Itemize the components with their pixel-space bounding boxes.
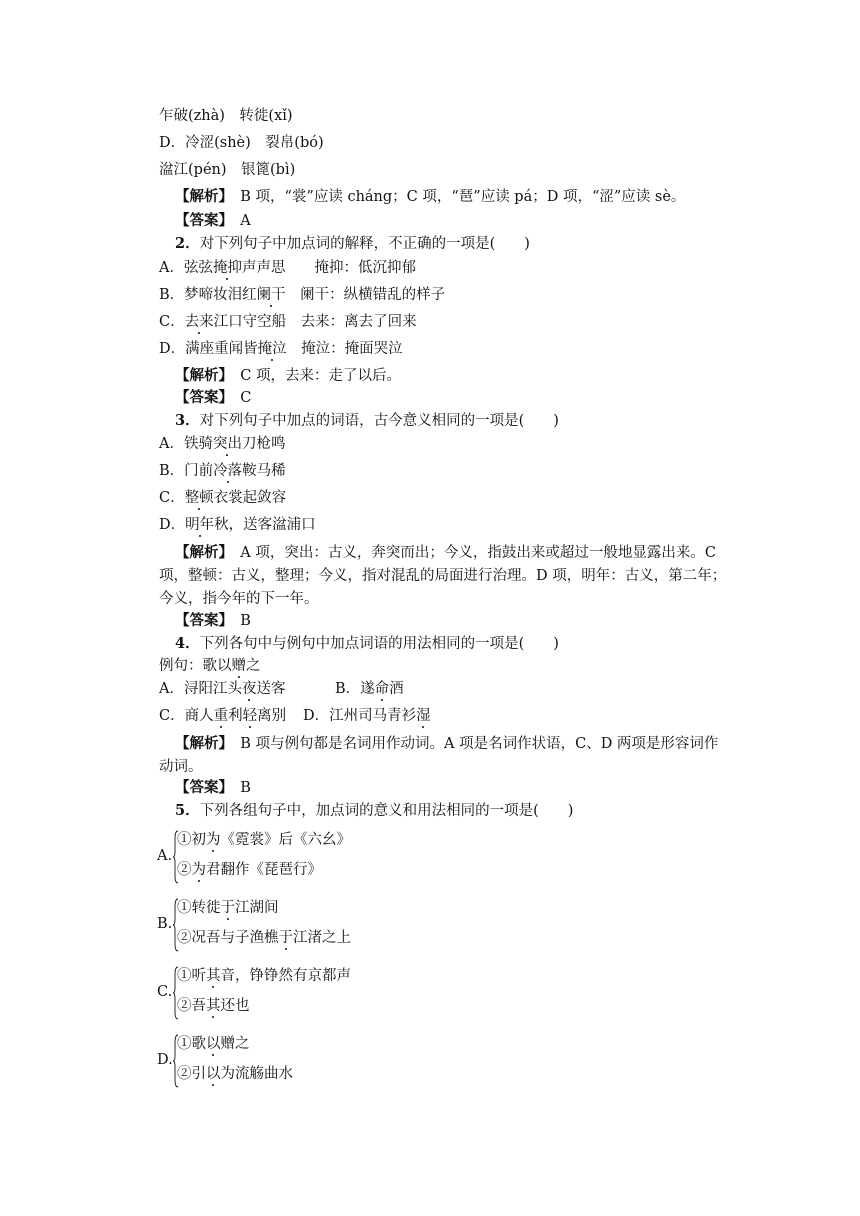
option-label: D. <box>157 1052 173 1068</box>
analysis <box>175 187 685 207</box>
option-text: C．商人 <box>159 708 214 724</box>
option-line: 乍破(zhà) 转徙(xǐ) <box>159 108 293 124</box>
dotted-word: 夜 <box>241 681 257 697</box>
sentence-text: ①听 <box>177 968 206 984</box>
answer <box>175 388 251 408</box>
option-d: D．冷涩(shè) 裂帛(bó) <box>159 135 324 151</box>
option-group-a <box>157 828 457 890</box>
analysis <box>175 366 401 386</box>
question-stem <box>175 634 559 654</box>
sentence-text: ②况吾与子渔樵 <box>177 930 279 946</box>
answer-label: 【答案】 <box>175 779 226 796</box>
option-text: 利 <box>228 708 243 724</box>
sentence-1 <box>177 1032 250 1053</box>
answer-text: B <box>225 613 251 629</box>
sentence-text: ②吾 <box>177 998 206 1014</box>
option-label: B. <box>157 916 173 932</box>
option-text: A．浔阳江头 <box>159 681 242 697</box>
option-group-c <box>157 964 457 1026</box>
option-text: 江口守空船 去来：离去了回来 <box>213 314 417 330</box>
dotted-word: 赠 <box>231 658 246 674</box>
sentence-text: 江湖间 <box>235 900 279 916</box>
sentence-text: ①转徙 <box>177 900 221 916</box>
option-text: B．门前 <box>159 463 214 479</box>
option-c <box>159 488 286 508</box>
option-b <box>159 461 286 481</box>
sentence-text: 江渚之上 <box>293 930 351 946</box>
option-label: C. <box>157 984 173 1000</box>
option-text: 送客 <box>256 681 286 697</box>
example-sentence <box>159 656 261 676</box>
option-text: 鞍马稀 <box>242 463 286 479</box>
analysis-text: A 项，突出：古义，奔突而出；今义，指鼓出来或超过一般地显露出来。C 项，整顿：古义，整理；今义，指对混乱的局面进行治理。D 项，明年：古义，第二年；今义，指今年的下一年。 <box>159 545 727 607</box>
dotted-word: 其 <box>206 998 221 1014</box>
option-group-b <box>157 896 457 958</box>
option-a <box>159 679 285 699</box>
option-text: C． <box>159 314 185 330</box>
option-c <box>159 706 286 726</box>
analysis-text: C 项，去来：走了以后。 <box>225 368 401 384</box>
dotted-word: 去来 <box>184 314 214 330</box>
sentence-2 <box>177 858 322 879</box>
option-text: A．铁骑 <box>159 436 213 452</box>
dotted-word: 冷落 <box>213 463 243 479</box>
sentence-2 <box>177 994 250 1015</box>
question-number: 3． <box>175 412 200 429</box>
question-number: 4． <box>175 635 200 652</box>
option-line: 湓江(pén) 银篦(bì) <box>159 162 296 178</box>
analysis <box>159 541 731 611</box>
dotted-word: 其 <box>206 968 221 984</box>
answer-text: A <box>225 213 251 229</box>
analysis-label: 【解析】 <box>175 735 226 752</box>
option-text: D．满座重闻皆 <box>159 341 258 357</box>
question-stem <box>175 801 573 821</box>
answer-label: 【答案】 <box>175 212 226 229</box>
option-b <box>335 679 404 699</box>
option-d <box>303 706 431 726</box>
dotted-word: 整顿 <box>184 490 214 506</box>
option-text: C． <box>159 490 185 506</box>
dotted-word: 于 <box>278 930 293 946</box>
option-text: B．梦啼妆泪红 <box>159 287 257 303</box>
option-text: 秋，送客湓浦口 <box>214 517 316 533</box>
dotted-word: 为 <box>191 862 206 878</box>
option-a <box>159 258 416 278</box>
answer-label: 【答案】 <box>175 612 226 629</box>
example-text: 例句：歌以 <box>159 658 232 674</box>
analysis <box>159 732 731 779</box>
dotted-word: 湿 <box>416 708 431 724</box>
option-text: D． <box>159 517 186 533</box>
question-text: 下列各句中与例句中加点词语的用法相同的一项是( ) <box>199 636 559 652</box>
example-text: 之 <box>246 658 261 674</box>
dotted-word: 命 <box>374 681 390 697</box>
option-a <box>159 434 285 454</box>
answer <box>175 778 251 798</box>
analysis-label: 【解析】 <box>175 544 226 561</box>
dotted-word: 于 <box>220 900 235 916</box>
sentence-1 <box>177 896 279 917</box>
sentence-1 <box>177 828 351 849</box>
option-text: A．弦弦 <box>159 260 213 276</box>
dotted-word: 掩抑 <box>212 260 242 276</box>
option-text: 阑干：纵横错乱的样子 <box>285 287 446 303</box>
question-text: 对下列句子中加点词的解释，不正确的一项是( ) <box>199 236 530 252</box>
dotted-word: 阑干 <box>256 287 286 303</box>
sentence-text: ①歌 <box>177 1036 206 1052</box>
question-stem <box>175 411 559 431</box>
sentence-text: 音，铮铮然有京都声 <box>220 968 351 984</box>
option-text: 衣裳起敛容 <box>213 490 287 506</box>
option-text: B．遂 <box>335 681 375 697</box>
option-text: 酒 <box>389 681 404 697</box>
analysis-text: B 项与例句都是名词用作动词。A 项是名词作状语，C、D 两项是形容词作动词。 <box>159 736 719 775</box>
sentence-text: 为流觞曲水 <box>220 1066 293 1082</box>
answer-label: 【答案】 <box>175 389 226 406</box>
option-d <box>159 339 403 359</box>
sentence-1 <box>177 964 351 985</box>
sentence-text: 《霓裳》后《六幺》 <box>220 832 351 848</box>
dotted-word: 为 <box>206 832 221 848</box>
sentence-text: 君翻作《琵琶行》 <box>206 862 322 878</box>
option-b <box>159 285 445 305</box>
sentence-text: ①初 <box>177 832 206 848</box>
option-d <box>159 515 316 535</box>
option-c <box>159 312 417 332</box>
sentence-text: ②引 <box>177 1066 206 1082</box>
option-group-d <box>157 1032 457 1094</box>
dotted-word: 轻 <box>242 708 258 724</box>
sentence-2 <box>177 1062 293 1083</box>
sentence-text: 还也 <box>220 998 250 1014</box>
question-text: 下列各组句子中，加点词的意义和用法相同的一项是( ) <box>199 803 574 819</box>
question-number: 2． <box>175 235 200 252</box>
option-text: 刀枪鸣 <box>241 436 286 452</box>
dotted-word: 掩泣 <box>257 341 287 357</box>
answer <box>175 211 251 231</box>
question-number: 5． <box>175 802 200 819</box>
option-text: D．江州司马青衫 <box>303 708 417 724</box>
sentence-2 <box>177 926 351 947</box>
option-text: 掩泣：掩面哭泣 <box>286 341 403 357</box>
question-stem <box>175 234 530 254</box>
sentence-text: 赠之 <box>220 1036 250 1052</box>
analysis-label: 【解析】 <box>175 367 226 384</box>
sentence-text: ② <box>177 862 192 878</box>
analysis-text: B 项，“裳”应读 cháng；C 项，“琶”应读 pá；D 项，“涩”应读 sè。 <box>225 189 686 205</box>
dotted-word: 明年 <box>185 517 215 533</box>
answer-text: B <box>225 780 251 796</box>
question-text: 对下列句子中加点的词语，古今意义相同的一项是( ) <box>199 413 559 429</box>
dotted-word: 突出 <box>212 436 242 452</box>
answer-text: C <box>225 390 252 406</box>
option-text: 声声思 掩抑：低沉抑郁 <box>241 260 416 276</box>
option-text: 离别 <box>257 708 287 724</box>
dotted-word: 以 <box>206 1036 221 1052</box>
analysis-label: 【解析】 <box>175 188 226 205</box>
dotted-word: 重 <box>213 708 229 724</box>
option-label: A. <box>157 848 173 864</box>
answer <box>175 611 251 631</box>
dotted-word: 以 <box>206 1066 221 1082</box>
